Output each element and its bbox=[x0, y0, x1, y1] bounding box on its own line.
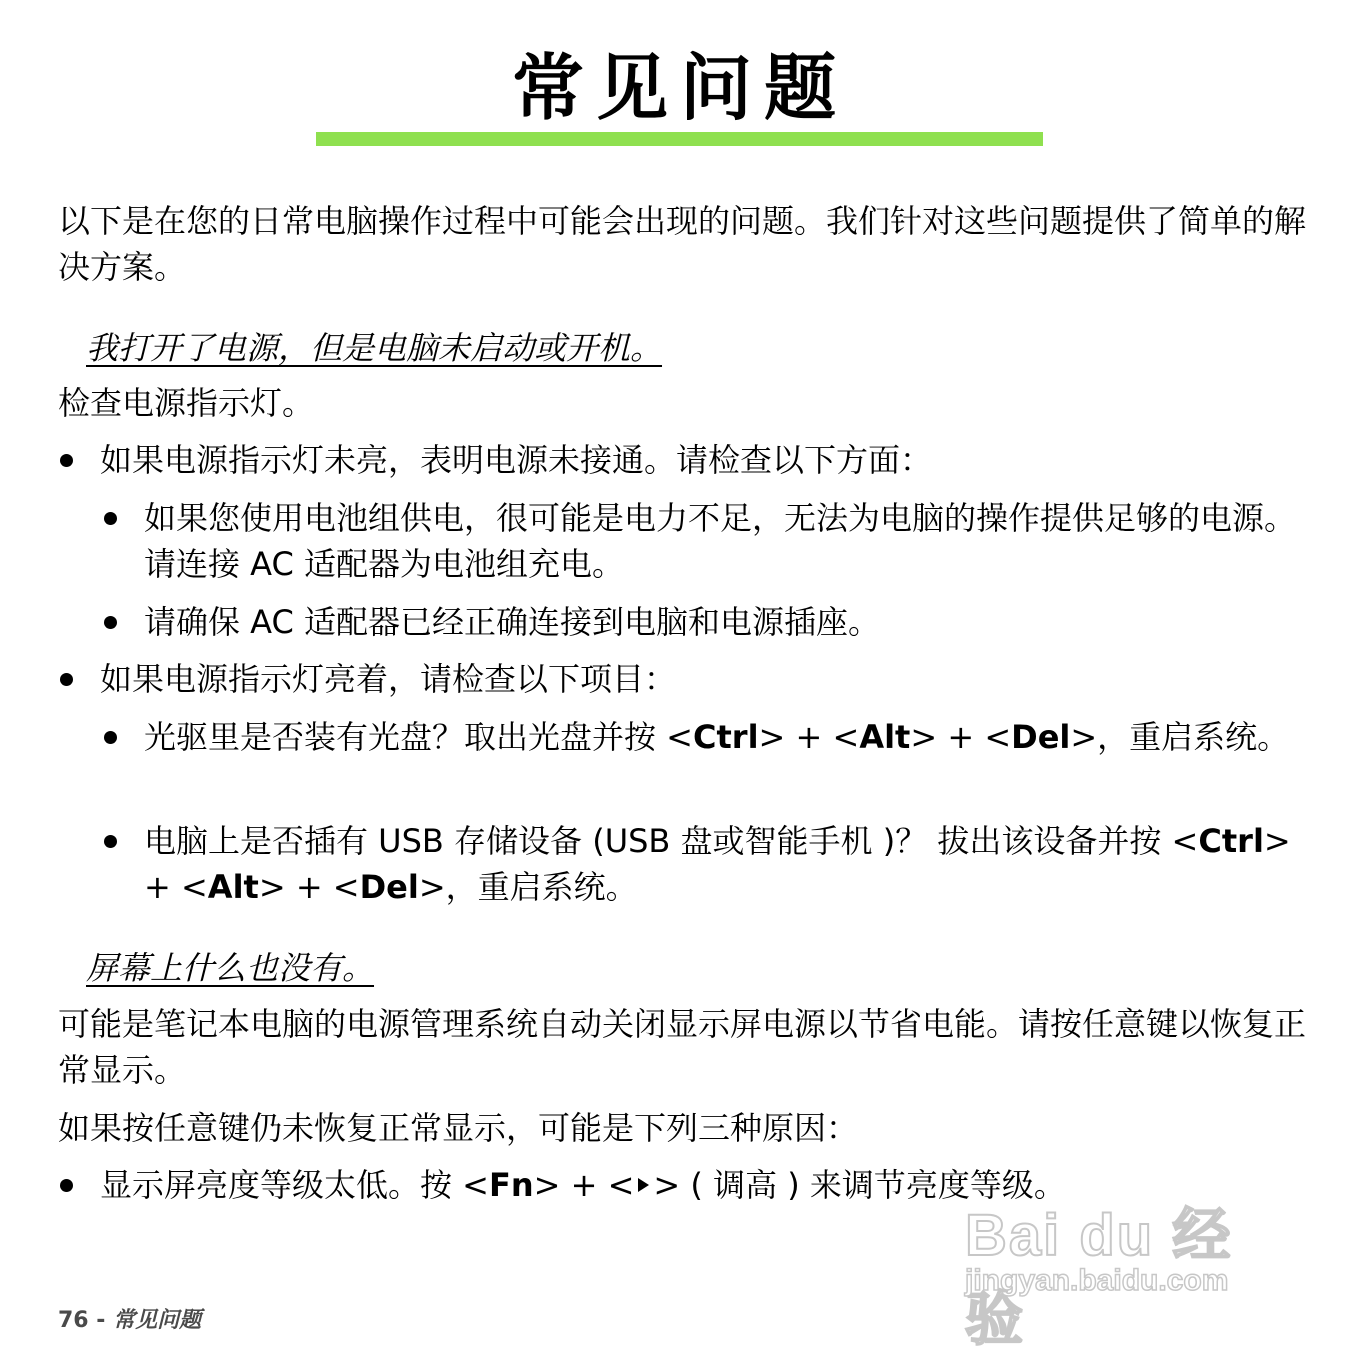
key-alt: Alt bbox=[207, 868, 259, 906]
section1-heading: 我打开了电源，但是电脑未启动或开机。 bbox=[86, 329, 663, 367]
watermark-url: jingyan.baidu.com bbox=[965, 1264, 1229, 1297]
watermark-brand: Bai du 经验 bbox=[965, 1203, 1233, 1352]
bullet-dot bbox=[60, 673, 73, 686]
text-run: > + < bbox=[910, 718, 1012, 756]
text-run: >，重启系统。 bbox=[418, 868, 638, 906]
page-title: 常见问题 bbox=[511, 46, 848, 130]
list-item-text: 如果电源指示灯亮着，请检查以下项目： bbox=[100, 660, 677, 698]
text-run: > + < bbox=[144, 822, 1291, 906]
text-run: > ( 调高 ) 来调节亮度等级。 bbox=[653, 1166, 1066, 1204]
list-item-text: 请确保 AC 适配器已经正确连接到电脑和电源插座。 bbox=[144, 603, 881, 641]
intro-paragraph: 以下是在您的日常电脑操作过程中可能会出现的问题。我们针对这些问题提供了简单的解决方案。 bbox=[58, 202, 1307, 286]
text-run: > + < bbox=[258, 868, 360, 906]
text-run: >，重启系统。 bbox=[1070, 718, 1290, 756]
list-item-text bbox=[104, 818, 1310, 910]
bullet-dot bbox=[60, 1179, 73, 1192]
page-footer bbox=[58, 1306, 201, 1336]
list-item-text bbox=[104, 714, 1310, 760]
section1-lead: 检查电源指示灯。 bbox=[58, 384, 315, 422]
bullet-dot bbox=[104, 512, 117, 525]
text-run: 光驱里是否装有光盘？取出光盘并按 < bbox=[144, 718, 693, 756]
watermark bbox=[965, 1188, 1285, 1352]
right-arrow-key-icon bbox=[638, 1178, 649, 1192]
bullet-dot bbox=[104, 616, 117, 629]
footer-section: 常见问题 bbox=[113, 1308, 202, 1333]
key-alt: Alt bbox=[859, 718, 911, 756]
text-run: > + < bbox=[758, 718, 860, 756]
list-item bbox=[60, 437, 1310, 483]
section2-paragraph: 如果按任意键仍未恢复正常显示，可能是下列三种原因： bbox=[58, 1109, 859, 1147]
bullet-dot bbox=[104, 731, 117, 744]
list-item bbox=[104, 495, 1310, 587]
bullet-dot bbox=[60, 454, 73, 467]
bullet-dot bbox=[104, 835, 117, 848]
key-fn: Fn bbox=[489, 1166, 534, 1204]
list-item bbox=[104, 818, 1310, 910]
list-item-text: 如果您使用电池组供电，很可能是电力不足，无法为电脑的操作提供足够的电源。请连接 AC 适配器为电池组充电。 bbox=[144, 499, 1297, 583]
page-number: 76 - bbox=[58, 1308, 106, 1333]
list-item bbox=[104, 599, 1310, 645]
section2-heading: 屏幕上什么也没有。 bbox=[86, 949, 375, 987]
key-del: Del bbox=[1011, 718, 1071, 756]
list-item bbox=[60, 656, 1310, 702]
title-rule bbox=[316, 132, 1043, 146]
list-item-text: 如果电源指示灯未亮，表明电源未接通。请检查以下方面： bbox=[100, 441, 933, 479]
key-del: Del bbox=[359, 868, 419, 906]
text-run: 显示屏亮度等级太低。按 < bbox=[100, 1166, 489, 1204]
list-item bbox=[104, 714, 1310, 760]
key-ctrl: Ctrl bbox=[1198, 822, 1264, 860]
text-run: 电脑上是否插有 USB 存储设备 (USB 盘或智能手机 )？ 拔出该设备并按 < bbox=[144, 822, 1199, 860]
key-ctrl: Ctrl bbox=[693, 718, 759, 756]
text-run: > + < bbox=[533, 1166, 635, 1204]
section2-paragraph: 可能是笔记本电脑的电源管理系统自动关闭显示屏电源以节省电能。请按任意键以恢复正常显示。 bbox=[58, 1005, 1307, 1089]
